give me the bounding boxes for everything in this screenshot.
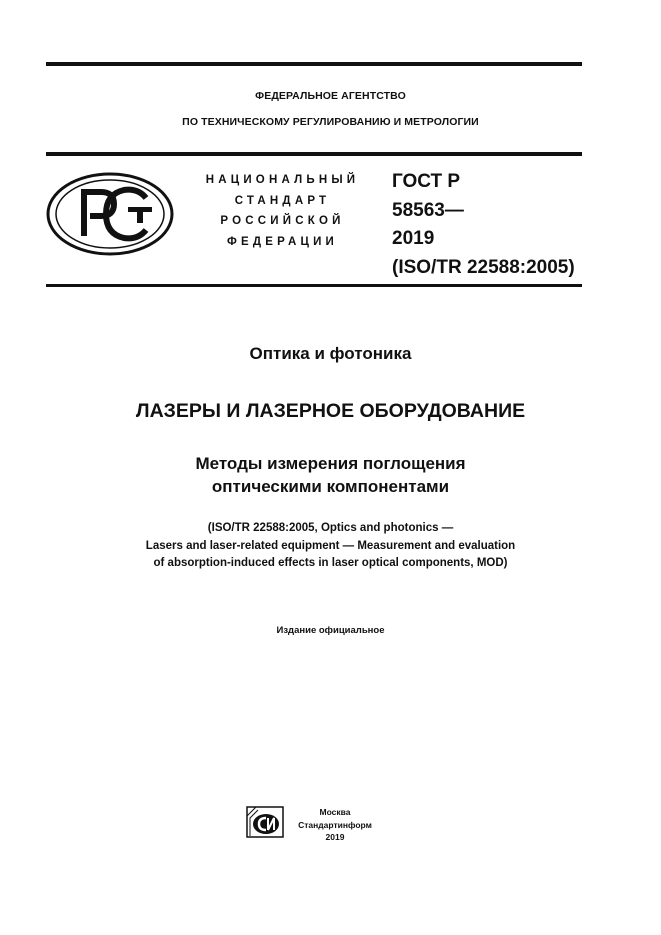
publisher-logo-icon [246, 806, 284, 838]
block-rule [46, 284, 582, 287]
publisher-name: Стандартинформ [298, 819, 372, 830]
publisher-info [280, 806, 390, 844]
publisher-city: Москва [319, 807, 351, 817]
main-title: ЛАЗЕРЫ И ЛАЗЕРНОЕ ОБОРУДОВАНИЕ [135, 400, 526, 422]
original-line-1: (ISO/TR 22588:2005, Optics and photonics — [207, 522, 454, 534]
national-line-1: НАЦИОНАЛЬНЫЙ [205, 174, 360, 186]
top-rule [46, 62, 582, 66]
gost-logo [46, 172, 174, 261]
agency-line-2: ПО ТЕХНИЧЕСКОМУ РЕГУЛИРОВАНИЮ И МЕТРОЛОГИИ [182, 116, 479, 128]
national-line-2: СТАНДАРТ [234, 194, 331, 207]
gost-line-2: 58563— [392, 199, 464, 221]
subtitle-line-1: Методы измерения поглощения [195, 454, 466, 473]
gost-line-3: 2019 [392, 228, 435, 249]
subtitle-line-2: оптическими компонентами [211, 477, 450, 496]
national-line-3: РОССИЙСКОЙ [220, 215, 345, 227]
original-line-3: of absorption-induced effects in laser optical components, MOD) [153, 557, 508, 569]
edition-label: Издание официальное [276, 625, 385, 636]
national-standard-label [185, 170, 380, 252]
gost-designation [392, 168, 575, 282]
original-line-2: Lasers and laser-related equipment — Measurement and evaluation [145, 540, 516, 552]
subject-title: Оптика и фотоника [249, 344, 412, 363]
header-rule [46, 152, 582, 156]
agency-line-1: ФЕДЕРАЛЬНОЕ АГЕНТСТВО [255, 90, 406, 102]
publisher-year: 2019 [325, 832, 345, 842]
gost-line-4: (ISO/TR 22588:2005) [392, 256, 575, 278]
national-line-4: ФЕДЕРАЦИИ [226, 235, 339, 248]
publisher-logo [246, 806, 284, 843]
gost-logo-icon [46, 172, 174, 256]
gost-line-1: ГОСТ Р [392, 171, 461, 192]
